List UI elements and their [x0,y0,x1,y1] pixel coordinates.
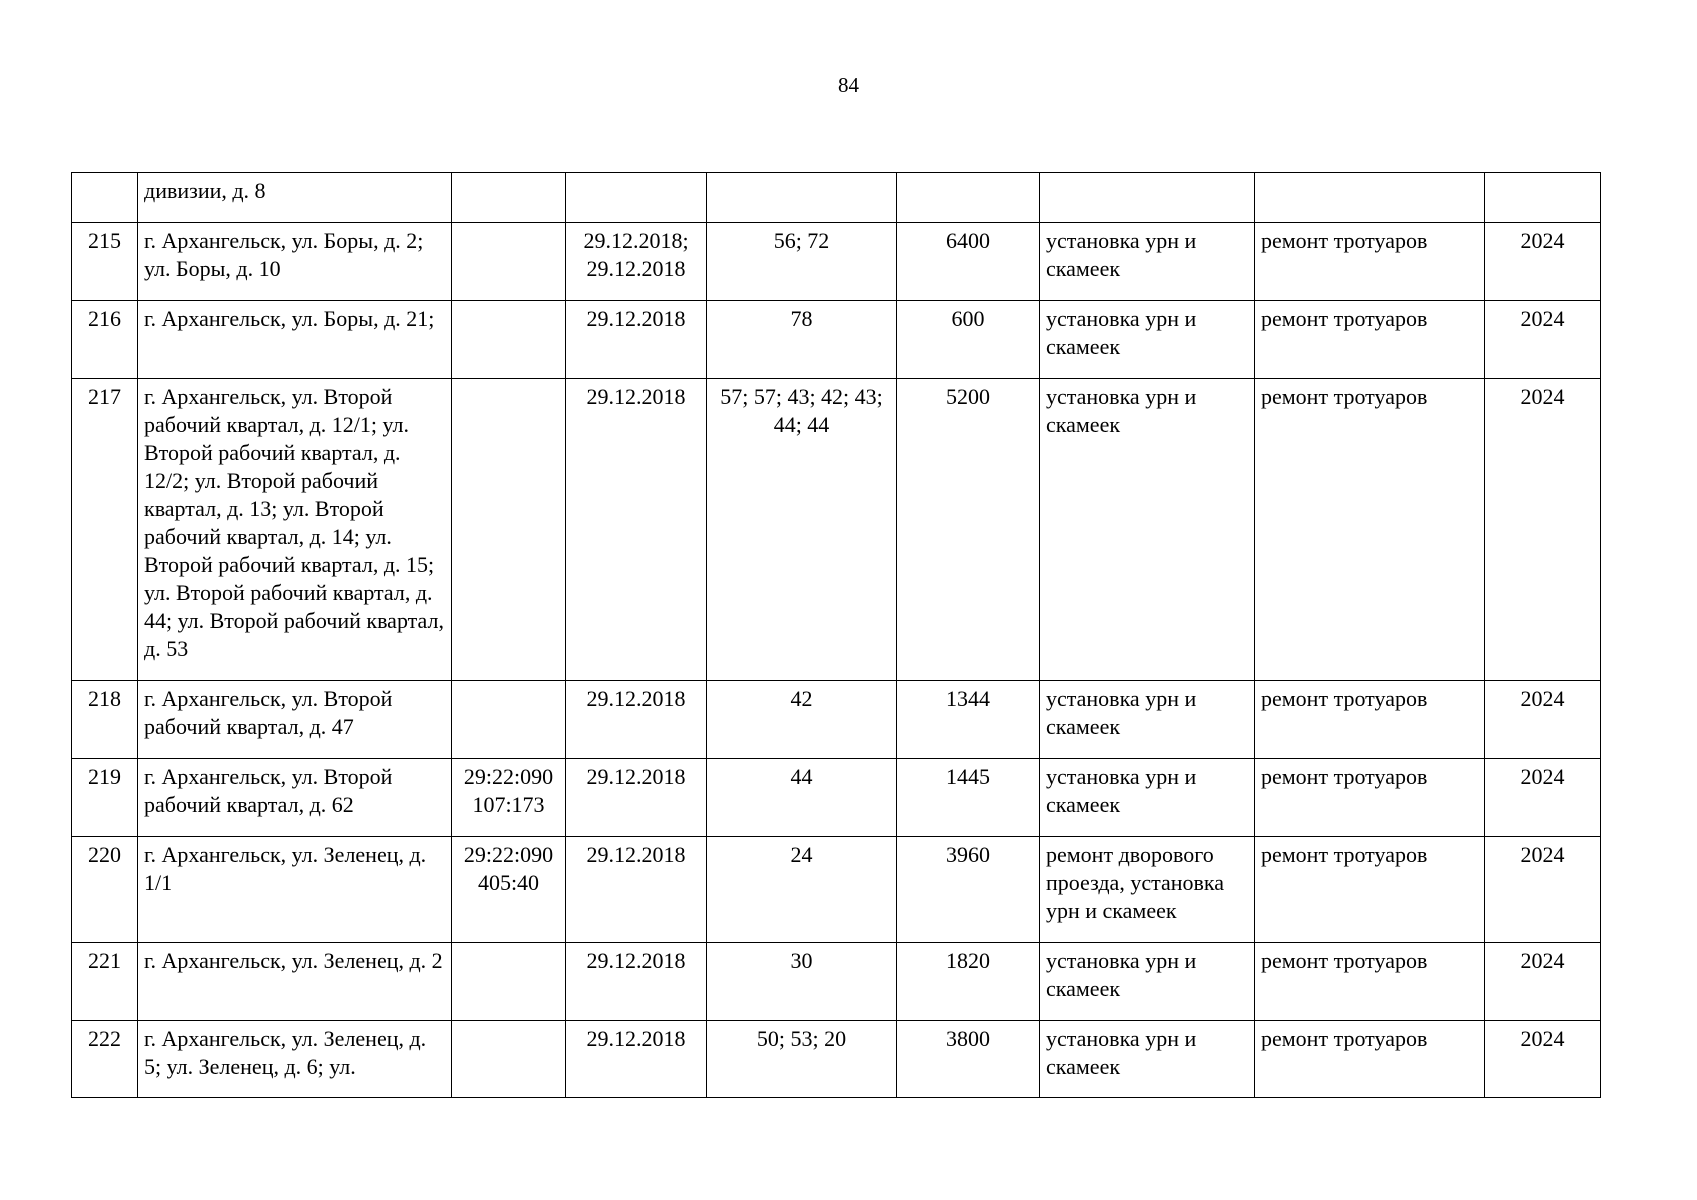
works-cell: установка урн и скамеек [1040,681,1255,759]
year-cell [1485,173,1601,223]
row-number-cell: 221 [72,943,138,1021]
table-row [72,1021,1601,1098]
address-cell: г. Архангельск, ул. Зеленец, д. 2 [138,943,452,1021]
cadastral-number-cell [452,301,566,379]
date-cell: 29.12.2018 [566,759,707,837]
works-cell: установка урн и скамеек [1040,223,1255,301]
additional-works-cell [1255,173,1485,223]
row-number-cell [72,173,138,223]
additional-works-cell: ремонт тротуаров [1255,301,1485,379]
area-cell: 1820 [897,943,1040,1021]
year-cell: 2024 [1485,837,1601,943]
additional-works-cell: ремонт тротуаров [1255,837,1485,943]
values-cell: 78 [707,301,897,379]
table-row [72,837,1601,943]
table-row [72,943,1601,1021]
row-number-cell: 217 [72,379,138,681]
works-cell [1040,173,1255,223]
values-cell: 50; 53; 20 [707,1021,897,1098]
year-cell: 2024 [1485,943,1601,1021]
works-cell: установка урн и скамеек [1040,301,1255,379]
row-number-cell: 216 [72,301,138,379]
area-cell [897,173,1040,223]
address-cell: г. Архангельск, ул. Второй рабочий квартал, д. 62 [138,759,452,837]
page-number: 84 [838,73,859,97]
date-cell [566,173,707,223]
values-cell: 57; 57; 43; 42; 43; 44; 44 [707,379,897,681]
values-cell: 24 [707,837,897,943]
registry-table [71,172,1601,1098]
cadastral-number-cell [452,379,566,681]
date-cell: 29.12.2018 [566,1021,707,1098]
table-row [72,681,1601,759]
cadastral-number-cell: 29:22:090 405:40 [452,837,566,943]
address-cell: г. Архангельск, ул. Зеленец, д. 1/1 [138,837,452,943]
row-number-cell: 218 [72,681,138,759]
additional-works-cell: ремонт тротуаров [1255,223,1485,301]
date-cell: 29.12.2018 [566,681,707,759]
additional-works-cell: ремонт тротуаров [1255,943,1485,1021]
address-cell: г. Архангельск, ул. Второй рабочий квартал, д. 47 [138,681,452,759]
area-cell: 3960 [897,837,1040,943]
address-cell: г. Архангельск, ул. Зеленец, д. 5; ул. Зеленец, д. 6; ул. [138,1021,452,1098]
cadastral-number-cell [452,943,566,1021]
row-number-cell: 222 [72,1021,138,1098]
works-cell: установка урн и скамеек [1040,1021,1255,1098]
area-cell: 5200 [897,379,1040,681]
row-number-cell: 215 [72,223,138,301]
year-cell: 2024 [1485,301,1601,379]
values-cell: 44 [707,759,897,837]
works-cell: установка урн и скамеек [1040,379,1255,681]
table-row [72,223,1601,301]
values-cell: 42 [707,681,897,759]
year-cell: 2024 [1485,681,1601,759]
date-cell: 29.12.2018; 29.12.2018 [566,223,707,301]
area-cell: 3800 [897,1021,1040,1098]
date-cell: 29.12.2018 [566,943,707,1021]
works-cell: ремонт дворового проезда, установка урн и скамеек [1040,837,1255,943]
values-cell: 30 [707,943,897,1021]
date-cell: 29.12.2018 [566,379,707,681]
additional-works-cell: ремонт тротуаров [1255,681,1485,759]
additional-works-cell: ремонт тротуаров [1255,379,1485,681]
values-cell: 56; 72 [707,223,897,301]
year-cell: 2024 [1485,223,1601,301]
values-cell [707,173,897,223]
table-row [72,379,1601,681]
year-cell: 2024 [1485,759,1601,837]
year-cell: 2024 [1485,1021,1601,1098]
address-cell: дивизии, д. 8 [138,173,452,223]
cadastral-number-cell [452,223,566,301]
row-number-cell: 220 [72,837,138,943]
cadastral-number-cell: 29:22:090 107:173 [452,759,566,837]
table-row [72,173,1601,223]
address-cell: г. Архангельск, ул. Боры, д. 2; ул. Боры, д. 10 [138,223,452,301]
date-cell: 29.12.2018 [566,301,707,379]
date-cell: 29.12.2018 [566,837,707,943]
cadastral-number-cell [452,681,566,759]
table-row [72,759,1601,837]
works-cell: установка урн и скамеек [1040,943,1255,1021]
additional-works-cell: ремонт тротуаров [1255,759,1485,837]
address-cell: г. Архангельск, ул. Второй рабочий квартал, д. 12/1; ул. Второй рабочий квартал, д. 12/2; ул. Второй рабочий квартал, д. 13; ул. Второй рабочий квартал, д. 14; ул. Второй рабочий квартал, д. 15; ул. Второй рабочий квартал, д. 44; ул. Второй рабочий квартал, д. 53 [138,379,452,681]
additional-works-cell: ремонт тротуаров [1255,1021,1485,1098]
cadastral-number-cell [452,1021,566,1098]
area-cell: 1445 [897,759,1040,837]
address-cell: г. Архангельск, ул. Боры, д. 21; [138,301,452,379]
row-number-cell: 219 [72,759,138,837]
works-cell: установка урн и скамеек [1040,759,1255,837]
area-cell: 1344 [897,681,1040,759]
cadastral-number-cell [452,173,566,223]
year-cell: 2024 [1485,379,1601,681]
area-cell: 600 [897,301,1040,379]
area-cell: 6400 [897,223,1040,301]
table-row [72,301,1601,379]
